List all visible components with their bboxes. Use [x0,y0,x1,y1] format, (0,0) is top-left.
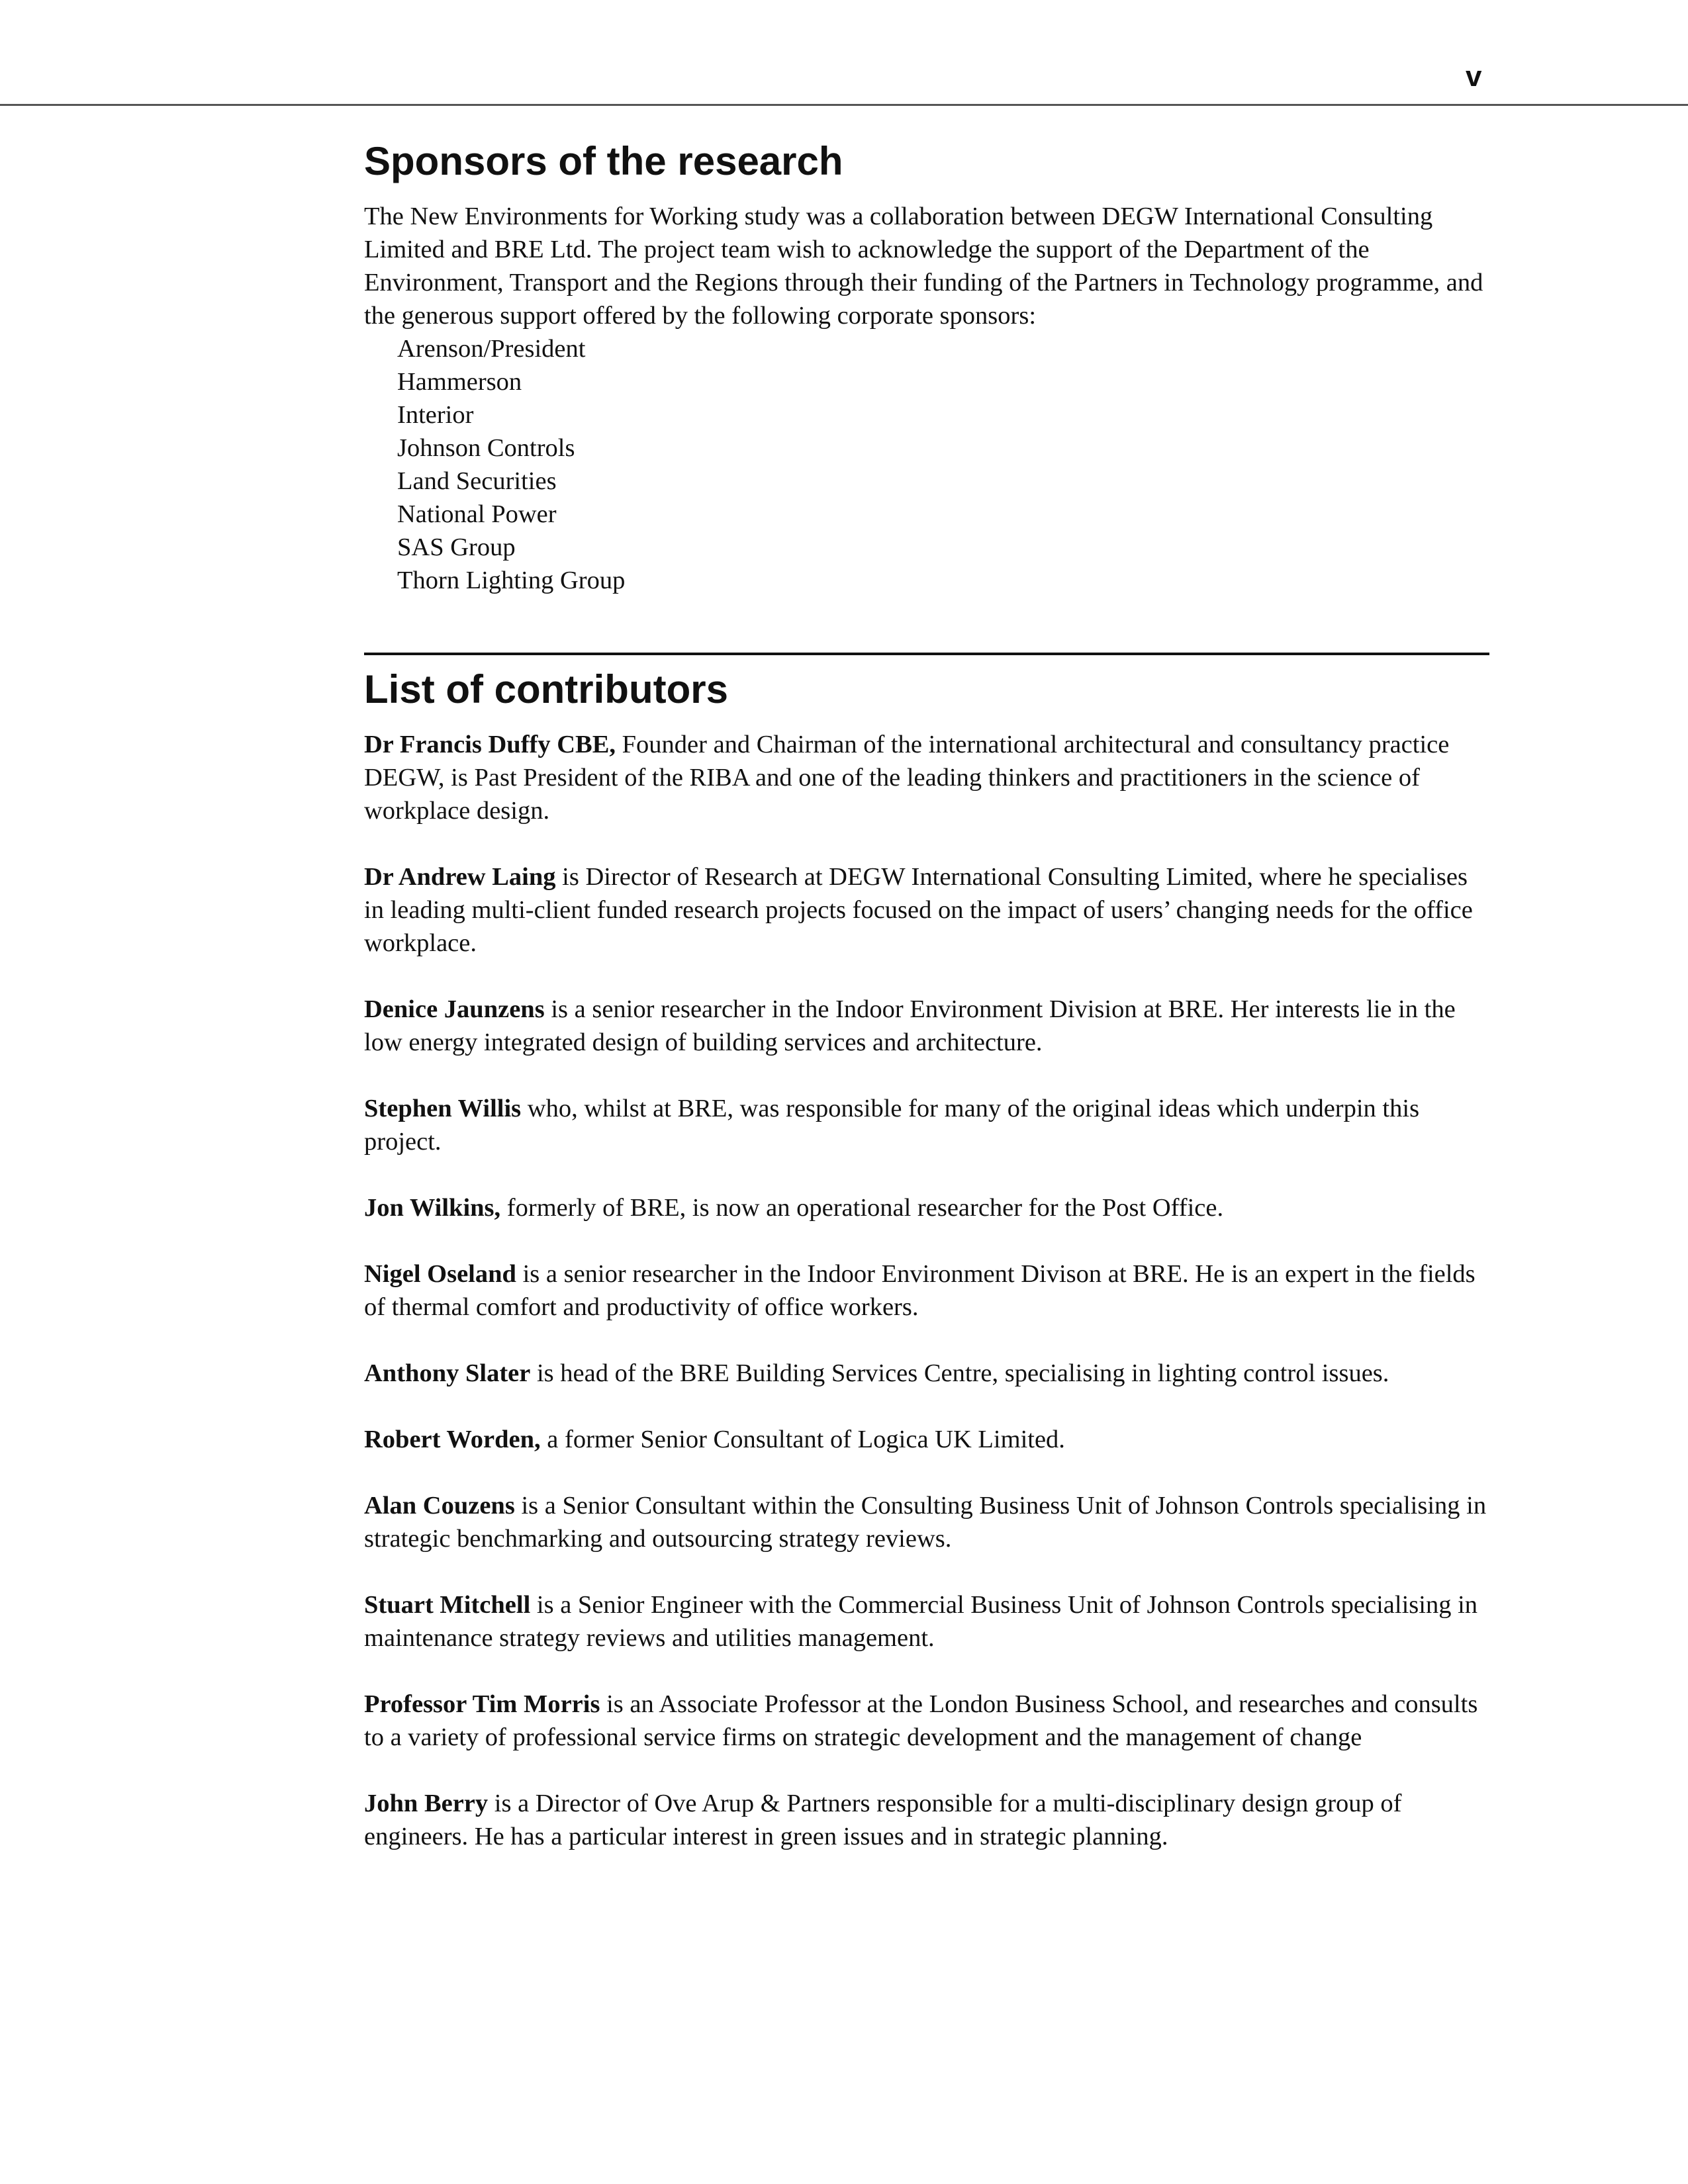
contributor-entry [364,728,1489,827]
contributor-entry [364,1588,1489,1655]
contributor-entry [364,1787,1489,1853]
contributor-name: Nigel Oseland [364,1260,516,1288]
contributor-name: Dr Andrew Laing [364,863,556,891]
contributor-entry [364,1092,1489,1158]
page-content [364,135,1489,1886]
contributor-entry [364,1357,1489,1390]
contributor-name: Jon Wilkins, [364,1194,501,1222]
contributor-name: Alan Couzens [364,1492,515,1520]
contributor-name: Stuart Mitchell [364,1591,531,1619]
contributor-description: is a senior researcher in the Indoor Environment Division at BRE. Her interests lie in the low energy integrated design of building services and architecture. [364,995,1456,1056]
contributor-description: is a Director of Ove Arup & Partners responsible for a multi-disciplinary design group of engineers. He has a particular interest in green issues and in strategic planning. [364,1790,1402,1850]
contributor-description: is head of the BRE Building Services Centre, specialising in lighting control issues. [530,1359,1389,1387]
contributor-name: Robert Worden, [364,1426,541,1453]
contributor-name: John Berry [364,1790,489,1817]
header-rule [0,104,1688,106]
sponsors-section [364,135,1489,597]
contributor-entry [364,860,1489,960]
sponsor-list [364,332,1489,597]
sponsor-item: Hammerson [397,368,522,396]
contributor-description: is an Associate Professor at the London Business School, and researches and consults to a variety of professional service firms on strategic development and the management of change [364,1690,1478,1751]
contributor-name: Stephen Willis [364,1095,522,1122]
contributor-entry [364,1489,1489,1555]
sponsor-item: National Power [397,500,557,528]
contributor-entry [364,1191,1489,1224]
contributor-name: Professor Tim Morris [364,1690,600,1718]
contributor-name: Anthony Slater [364,1359,531,1387]
contributor-entry [364,993,1489,1059]
sponsor-item: Johnson Controls [397,434,575,462]
sponsors-heading: Sponsors of the research [364,139,843,183]
section-divider [364,653,1489,655]
contributor-entry [364,1257,1489,1324]
sponsor-item: Interior [397,401,474,429]
contributor-description: a former Senior Consultant of Logica UK Limited. [540,1426,1065,1453]
contributor-description: is a Senior Engineer with the Commercial Business Unit of Johnson Controls specialising in maintenance strategy reviews and utilities management. [364,1591,1478,1652]
contributor-name: Denice Jaunzens [364,995,545,1023]
contributor-description: is Director of Research at DEGW International Consulting Limited, where he specialises in leading multi-client funded research projects focused on the impact of users’ changing needs for the office workplace. [364,863,1473,957]
contributors-heading: List of contributors [364,667,728,711]
sponsor-item: SAS Group [397,533,516,561]
contributor-description: is a Senior Consultant within the Consulting Business Unit of Johnson Controls specialising in strategic benchmarking and outsourcing strategy reviews. [364,1492,1487,1553]
contributor-entry [364,1423,1489,1456]
contributor-description: who, whilst at BRE, was responsible for many of the original ideas which underpin this project. [364,1095,1420,1156]
sponsor-item: Thorn Lighting Group [397,567,626,594]
contributor-entry [364,1688,1489,1754]
contributor-description: is a senior researcher in the Indoor Environment Divison at BRE. He is an expert in the fields of thermal comfort and productivity of office workers. [364,1260,1476,1321]
page-number: v [1466,60,1482,93]
sponsor-item: Arenson/President [397,335,586,363]
contributor-description: formerly of BRE, is now an operational researcher for the Post Office. [500,1194,1224,1222]
sponsor-item: Land Securities [397,467,557,495]
contributors-section [364,663,1489,1853]
sponsors-intro: The New Environments for Working study was a collaboration between DEGW International Consulting Limited and BRE Ltd. The project team wish to acknowledge the support of the Department of the Environment, Transport and the Regions through their funding of the Partners in Technology programme, and the generous support offered by the following corporate sponsors: [364,203,1483,330]
contributor-description: Founder and Chairman of the international architectural and consultancy practice DEGW, is Past President of the RIBA and one of the leading thinkers and practitioners in the science of workplace design. [364,731,1450,825]
contributor-name: Dr Francis Duffy CBE, [364,731,616,758]
